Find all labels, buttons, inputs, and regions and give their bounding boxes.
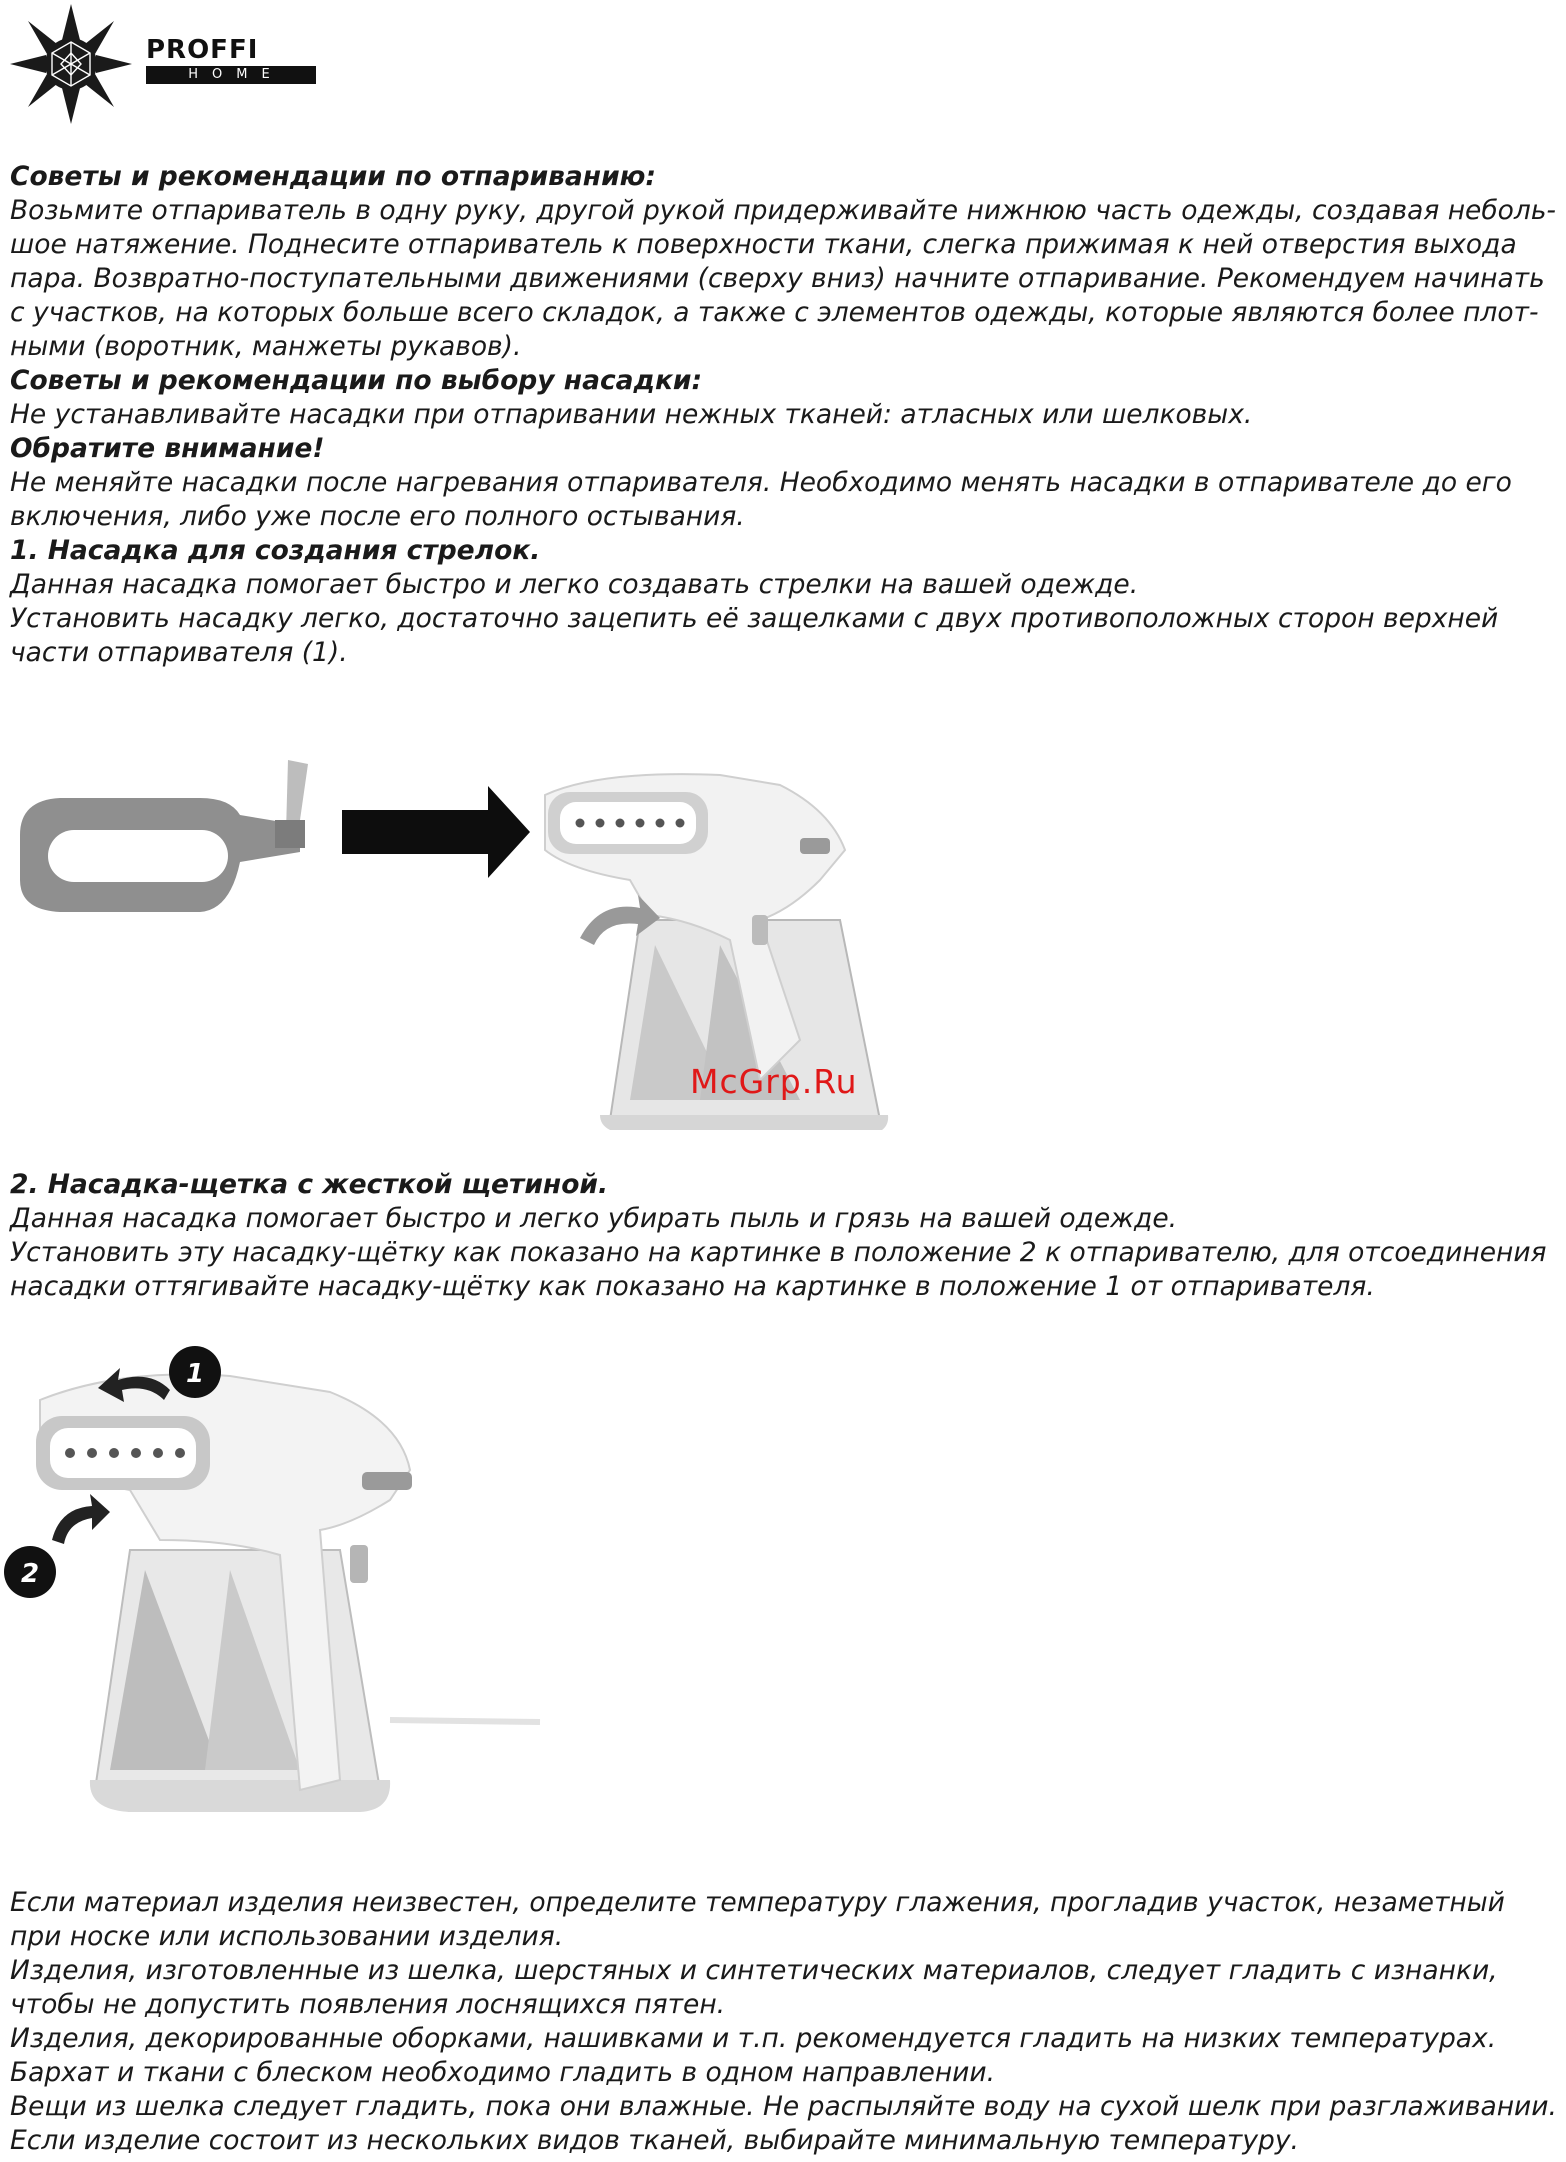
brand-logo-icon: [6, 2, 136, 126]
section2-title: Советы и рекомендации по выбору насадки:: [10, 365, 703, 396]
brand-wordmark: [146, 36, 316, 84]
marker-1-label: 1: [185, 1359, 205, 1389]
brand-name: PROFFI: [146, 35, 259, 65]
arrow-right-icon: [342, 786, 530, 878]
text-line: шое натяжение. Поднесите отпариватель к поверхности ткани, слегка прижимая к ней отверстия выхода: [10, 229, 1517, 260]
text-line: Если изделие состоит из нескольких видов тканей, выбирайте минимальную температуру.: [10, 2125, 1299, 2156]
figure-brush-attachment: [0, 1340, 560, 1840]
attachment1-title: 1. Насадка для создания стрелок.: [10, 535, 541, 566]
text-line: включения, либо уже после его полного остывания.: [10, 501, 745, 532]
steamer-icon: [36, 1368, 540, 1840]
text-line: Вещи из шелка следует гладить, пока они влажные. Не распыляйте воду на сухой шелк при разглаживании.: [10, 2091, 1557, 2122]
text-line: Изделия, декорированные оборками, нашивками и т.п. рекомендуется гладить на низких температурах.: [10, 2023, 1497, 2054]
text-line: пара. Возвратно-поступательными движениями (сверху вниз) начните отпаривание. Рекомендуем начинать: [10, 263, 1545, 294]
instructions-brush: [10, 1168, 1560, 1304]
text-line: Не меняйте насадки после нагревания отпаривателя. Необходимо менять насадки в отпаривателе до его: [10, 467, 1512, 498]
ironing-tips: [10, 1886, 1560, 2158]
text-line: Данная насадка помогает быстро и легко убирать пыль и грязь на вашей одежде.: [10, 1203, 1178, 1234]
attachment2-title: 2. Насадка-щетка с жесткой щетиной.: [10, 1169, 609, 1200]
text-line: Не устанавливайте насадки при отпаривании нежных тканей: атласных или шелковых.: [10, 399, 1253, 430]
text-line: части отпаривателя (1).: [10, 637, 348, 668]
watermark: McGrp.Ru: [690, 1062, 858, 1101]
brand-sub: HOME: [146, 66, 316, 84]
text-line: Возьмите отпариватель в одну руку, другой рукой придерживайте нижнюю часть одежды, создавая неболь-: [10, 195, 1556, 226]
text-line: Установить эту насадку-щётку как показано на картинке в положение 2 к отпаривателю, для отсоединения: [10, 1237, 1547, 1268]
section1-title: Советы и рекомендации по отпариванию:: [10, 161, 657, 192]
instructions-top: [10, 160, 1560, 670]
text-line: Данная насадка помогает быстро и легко создавать стрелки на вашей одежде.: [10, 569, 1139, 600]
marker-2-label: 2: [20, 1559, 40, 1589]
position-marker-1: [169, 1346, 221, 1398]
text-line: чтобы не допустить появления лоснящихся пятен.: [10, 1989, 726, 2020]
text-line: с участков, на которых больше всего складок, а также с элементов одежды, которые являются более плот-: [10, 297, 1539, 328]
crease-attachment-icon: [20, 760, 308, 912]
text-line: насадки оттягивайте насадку-щётку как показано на картинке в положение 1 от отпаривателя.: [10, 1271, 1375, 1302]
position-marker-2: [4, 1546, 56, 1598]
text-line: Если материал изделия неизвестен, определите температуру глажения, прогладив участок, незаметный: [10, 1887, 1505, 1918]
text-line: при носке или использовании изделия.: [10, 1921, 564, 1952]
text-line: Установить насадку легко, достаточно зацепить её защелками с двух противоположных сторон верхней: [10, 603, 1499, 634]
text-line: Бархат и ткани с блеском необходимо гладить в одном направлении.: [10, 2057, 996, 2088]
text-line: Изделия, изготовленные из шелка, шерстяных и синтетических материалов, следует гладить с изнанки,: [10, 1955, 1498, 1986]
text-line: ными (воротник, манжеты рукавов).: [10, 331, 522, 362]
notice-title: Обратите внимание!: [10, 433, 325, 464]
